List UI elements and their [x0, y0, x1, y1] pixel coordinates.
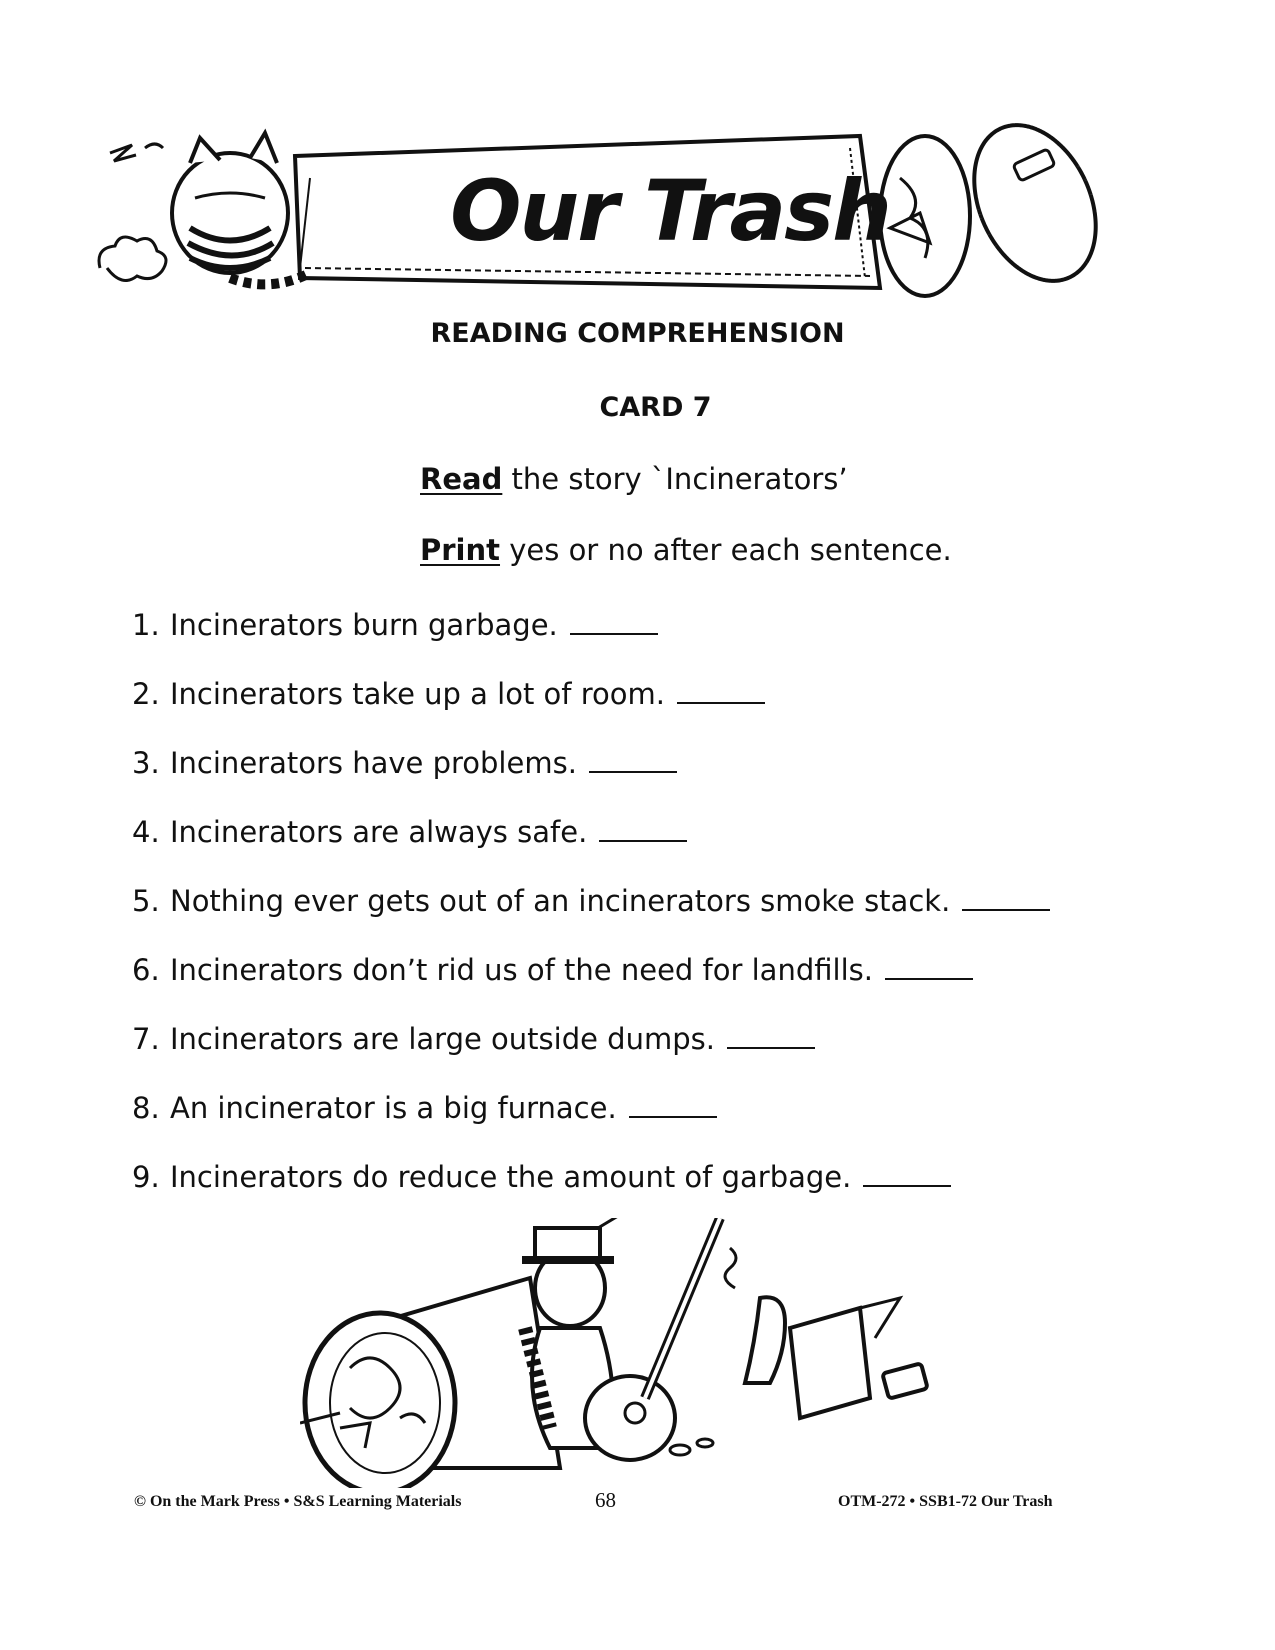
question-number: 2.: [132, 677, 160, 711]
question-text: Nothing ever gets out of an incinerators smoke stack.: [170, 884, 951, 918]
question-number: 1.: [132, 608, 160, 642]
title-banner: [90, 118, 1140, 313]
footer-publisher: © On the Mark Press • S&S Learning Materials: [134, 1493, 462, 1510]
answer-blank[interactable]: [570, 632, 658, 635]
banner-title: Our Trash: [450, 162, 890, 260]
instruction-verb: Read: [420, 462, 503, 496]
question-item: [132, 1160, 951, 1194]
question-number: 8.: [132, 1091, 160, 1125]
instruction-verb: Print: [420, 533, 501, 567]
instruction-read: [420, 462, 848, 496]
question-item: [132, 746, 677, 780]
question-text: Incinerators do reduce the amount of garbage.: [170, 1160, 852, 1194]
question-text: Incinerators don’t rid us of the need for landfills.: [170, 953, 873, 987]
footer-product-code: OTM-272 • SSB1-72 Our Trash: [838, 1493, 1053, 1510]
instruction-print: [420, 533, 952, 567]
answer-blank[interactable]: [589, 770, 677, 773]
trash-cat-illustration: [300, 1218, 980, 1488]
question-number: 6.: [132, 953, 160, 987]
answer-blank[interactable]: [727, 1046, 815, 1049]
answer-blank[interactable]: [863, 1184, 951, 1187]
question-number: 3.: [132, 746, 160, 780]
question-text: Incinerators take up a lot of room.: [170, 677, 665, 711]
answer-blank[interactable]: [962, 908, 1050, 911]
instruction-text: the story `Incinerators’: [511, 462, 848, 496]
question-text: Incinerators have problems.: [170, 746, 577, 780]
question-item: [132, 1022, 815, 1056]
question-item: [132, 1091, 717, 1125]
answer-blank[interactable]: [885, 977, 973, 980]
question-number: 5.: [132, 884, 160, 918]
card-number: CARD 7: [599, 392, 712, 423]
section-heading: READING COMPREHENSION: [430, 318, 845, 349]
question-number: 7.: [132, 1022, 160, 1056]
question-text: Incinerators are large outside dumps.: [170, 1022, 715, 1056]
answer-blank[interactable]: [677, 701, 765, 704]
question-item: [132, 815, 687, 849]
question-item: [132, 677, 765, 711]
answer-blank[interactable]: [629, 1115, 717, 1118]
question-item: [132, 884, 1050, 918]
instruction-text: yes or no after each sentence.: [509, 533, 952, 567]
question-item: [132, 953, 973, 987]
question-text: Incinerators are always safe.: [170, 815, 588, 849]
question-text: An incinerator is a big furnace.: [170, 1091, 617, 1125]
page-number: 68: [595, 1488, 616, 1512]
question-number: 4.: [132, 815, 160, 849]
cat-guitar-illustration: [300, 1218, 980, 1488]
question-item: [132, 608, 658, 642]
question-text: Incinerators burn garbage.: [170, 608, 558, 642]
question-number: 9.: [132, 1160, 160, 1194]
answer-blank[interactable]: [599, 839, 687, 842]
